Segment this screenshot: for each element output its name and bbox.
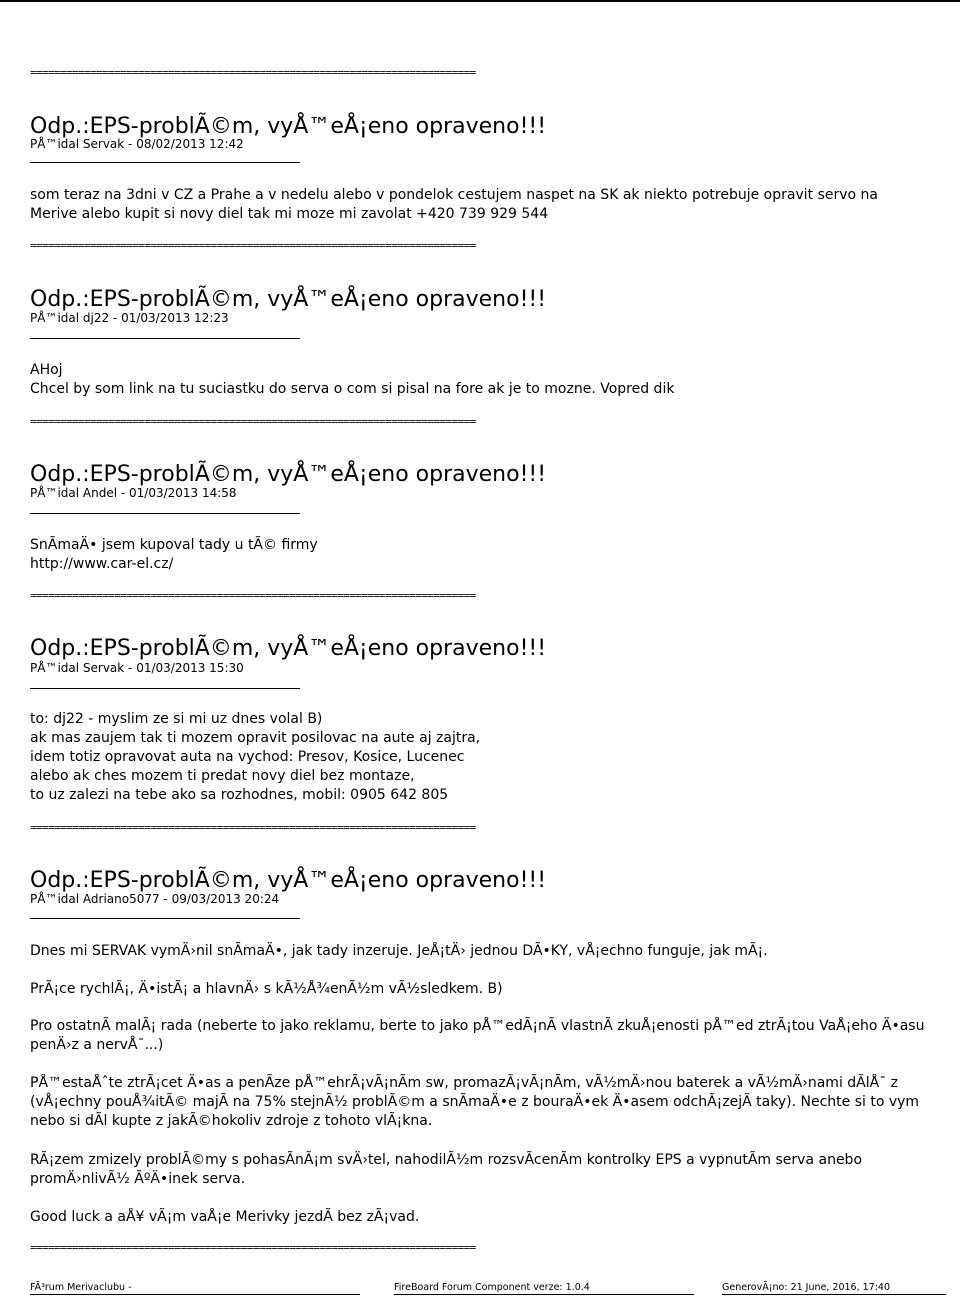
post-meta: PÅ™idal Andel - 01/03/2013 14:58 [30,486,237,500]
post-meta: PÅ™idal Servak - 01/03/2013 15:30 [30,661,244,675]
separator-line: ========================================================================== [30,415,476,428]
post-paragraph: Pro ostatnÃ malÃ¡ rada (neberte to jako reklamu, berte to jako pÅ™edÃ¡nÃ vlastnÃ zkuÅ¡enosti pÅ™ed ztrÃ¡tou VaÅ¡eho Ä•asu penÄ›z a nervÅ¯...) [30,1018,925,1053]
footer-underline [722,1294,946,1295]
footer-site-name: FÃ³rum Merivaclubu - [30,1282,132,1293]
post-body: to: dj22 - myslim ze si mi uz dnes volal B) ak mas zaujem tak ti mozem opravit posilovac na aute aj zajtra, idem totiz opravovat auta na vychod: Presov, Kosice, Lucenec alebo ak ches mozem ti predat novy diel bez montaze, to uz zalezi na tebe ako sa rozhodnes, mobil: 0905 642 805 [30,711,481,803]
post-rule [30,513,300,514]
post-title: Odp.:EPS-problÃ©m, vyÅ™eÅ¡eno opraveno!!! [30,287,547,312]
post-paragraph: PÅ™estaÅˆte ztrÃ¡cet Ä•as a penÃze pÅ™ehrÃ¡vÃ¡nÃm sw, promazÃ¡vÃ¡nÃm, vÃ½mÄ›nou baterek a vÃ½mÄ›nami dÃlÅ¯ z (vÅ¡echny pouÅ¾itÃ© majÃ na 75% stejnÃ½ problÃ©m a snÃmaÄ•e z bouraÄ•ek Ä•asem odchÃ¡zejÃ taky). Nechte si to vym nebo si dÃl kupte z jakÃ©hokoliv zdroje z tohoto vlÃ¡kna. [30,1075,920,1129]
footer-underline [394,1294,694,1295]
post-meta: PÅ™idal Adriano5077 - 09/03/2013 20:24 [30,892,280,906]
post-body: som teraz na 3dni v CZ a Prahe a v nedelu alebo v pondelok cestujem naspet na SK ak niekto potrebuje opravit servo na Merive alebo kupit si novy diel tak mi moze mi zavolat +420 739 929 544 [30,187,878,222]
footer-generated: GenerovÃ¡no: 21 June, 2016, 17:40 [722,1282,890,1293]
post-title: Odp.:EPS-problÃ©m, vyÅ™eÅ¡eno opraveno!!! [30,868,547,893]
post-title: Odp.:EPS-problÃ©m, vyÅ™eÅ¡eno opraveno!!! [30,462,547,487]
separator-line: ========================================================================== [30,821,476,834]
post-body: SnÃmaÄ• jsem kupoval tady u tÃ© firmy http://www.car-el.cz/ [30,537,318,572]
post-meta: PÅ™idal dj22 - 01/03/2013 12:23 [30,311,229,325]
footer-component: FireBoard Forum Component verze: 1.0.4 [394,1282,590,1293]
separator-line: ========================================================================== [30,1241,476,1254]
footer-underline [30,1294,360,1295]
post-title: Odp.:EPS-problÃ©m, vyÅ™eÅ¡eno opraveno!!! [30,636,547,661]
post-meta: PÅ™idal Servak - 08/02/2013 12:42 [30,137,244,151]
post-title: Odp.:EPS-problÃ©m, vyÅ™eÅ¡eno opraveno!!! [30,114,547,139]
separator-line: ========================================================================== [30,239,476,252]
separator-line: ========================================================================== [30,66,476,79]
post-paragraph: RÃ¡zem zmizely problÃ©my s pohasÃnÃ¡m svÄ›tel, nahodilÃ½m rozsvÃcenÃm kontrolky EPS a vypnutÃm serva anebo promÄ›nlivÃ½ ÃºÄ•inek serva. [30,1152,863,1187]
top-border [0,0,960,2]
post-paragraph: PrÃ¡ce rychlÃ¡, Ä•istÃ¡ a hlavnÄ› s kÃ½Å¾enÃ½m vÃ½sledkem. B) [30,981,503,997]
post-rule [30,688,300,689]
post-body: AHoj Chcel by som link na tu suciastku do serva o com si pisal na fore ak je to mozne. Vopred dik [30,362,675,397]
post-rule [30,338,300,339]
post-paragraph: Good luck a aÅ¥ vÃ¡m vaÅ¡e Merivky jezdÃ bez zÃ¡vad. [30,1209,420,1225]
post-rule [30,918,300,919]
post-rule [30,162,300,163]
separator-line: ========================================================================== [30,589,476,602]
post-paragraph: Dnes mi SERVAK vymÄ›nil snÃmaÄ•, jak tady inzeruje. JeÅ¡tÄ› jednou DÃ•KY, vÅ¡echno funguje, jak mÃ¡. [30,943,768,959]
